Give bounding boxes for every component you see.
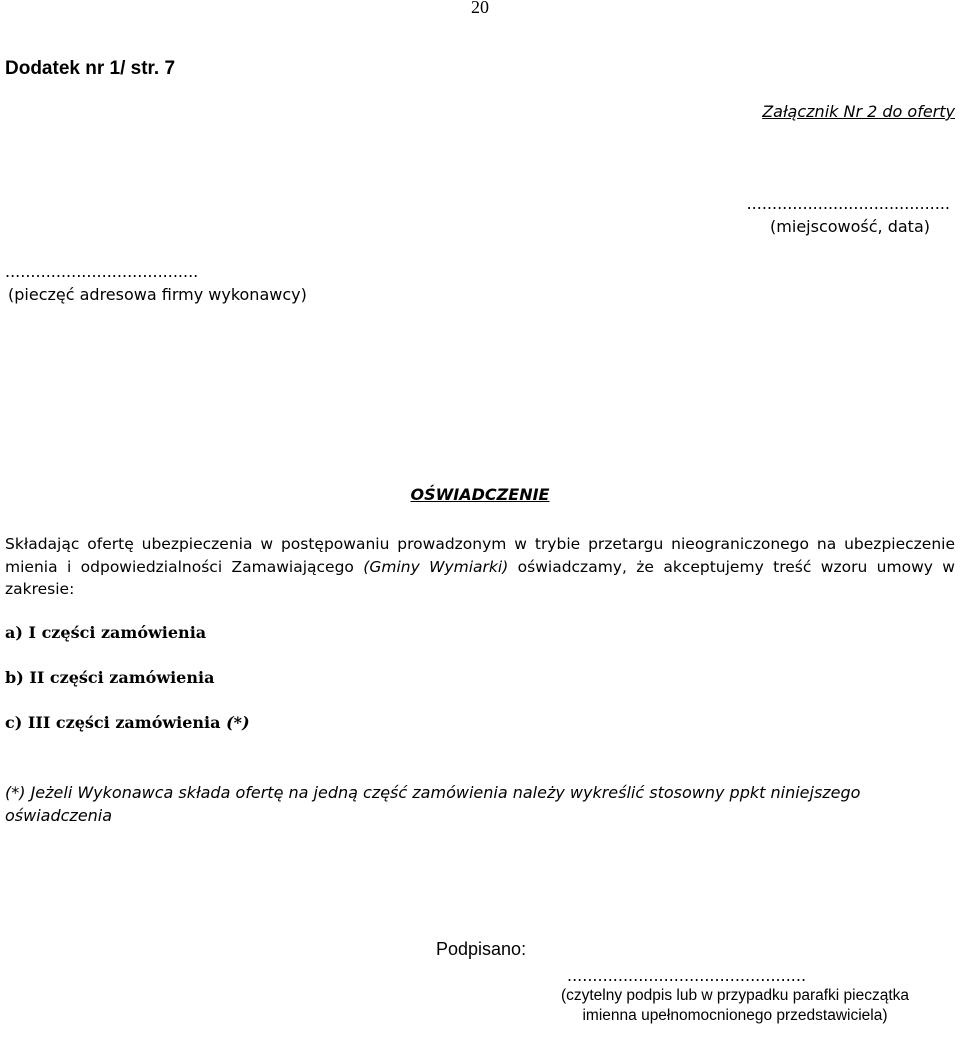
- order-part-c: [5, 713, 250, 732]
- footnote: (*) Jeżeli Wykonawca składa ofertę na jedną część zamówienia należy wykreślić stosowny ppkt niniejszego oświadczenia: [5, 783, 861, 825]
- signature-label: Podpisano:: [436, 939, 527, 959]
- document-title: OŚWIADCZENIE: [410, 485, 550, 504]
- declaration-text-end: oświadczamy, że akceptujemy treść wzoru umowy w zakresie:: [5, 557, 955, 598]
- signature-field: ...............................................: [567, 966, 807, 985]
- declaration-paragraph: [5, 533, 955, 601]
- page-number: 20: [471, 0, 489, 17]
- client-name: (Gminy Wymiarki): [363, 557, 509, 576]
- footnote-marker: (*): [226, 713, 250, 732]
- place-date-field: ........................................: [746, 194, 950, 213]
- appendix-reference: Dodatek nr 1/ str. 7: [5, 58, 176, 79]
- attachment-label: Załącznik Nr 2 do oferty: [762, 102, 955, 121]
- company-stamp-field: ......................................: [5, 262, 199, 281]
- place-date-caption: (miejscowość, data): [770, 217, 930, 236]
- order-part-b: b) II części zamówienia: [5, 668, 215, 687]
- declaration-text-start: Składając ofertę ubezpieczenia w postępowaniu prowadzonym w trybie przetargu nieograniczonego na ubezpieczenie mienia i odpowiedzialności Zamawiającego: [5, 535, 955, 576]
- order-part-a: a) I części zamówienia: [5, 623, 207, 642]
- company-stamp-caption: (pieczęć adresowa firmy wykonawcy): [8, 285, 307, 304]
- signature-caption: (czytelny podpis lub w przypadku parafki pieczątka imienna upełnomocnionego przedstawiciela): [560, 987, 910, 1024]
- order-part-c-label: c) III części zamówienia: [5, 713, 221, 732]
